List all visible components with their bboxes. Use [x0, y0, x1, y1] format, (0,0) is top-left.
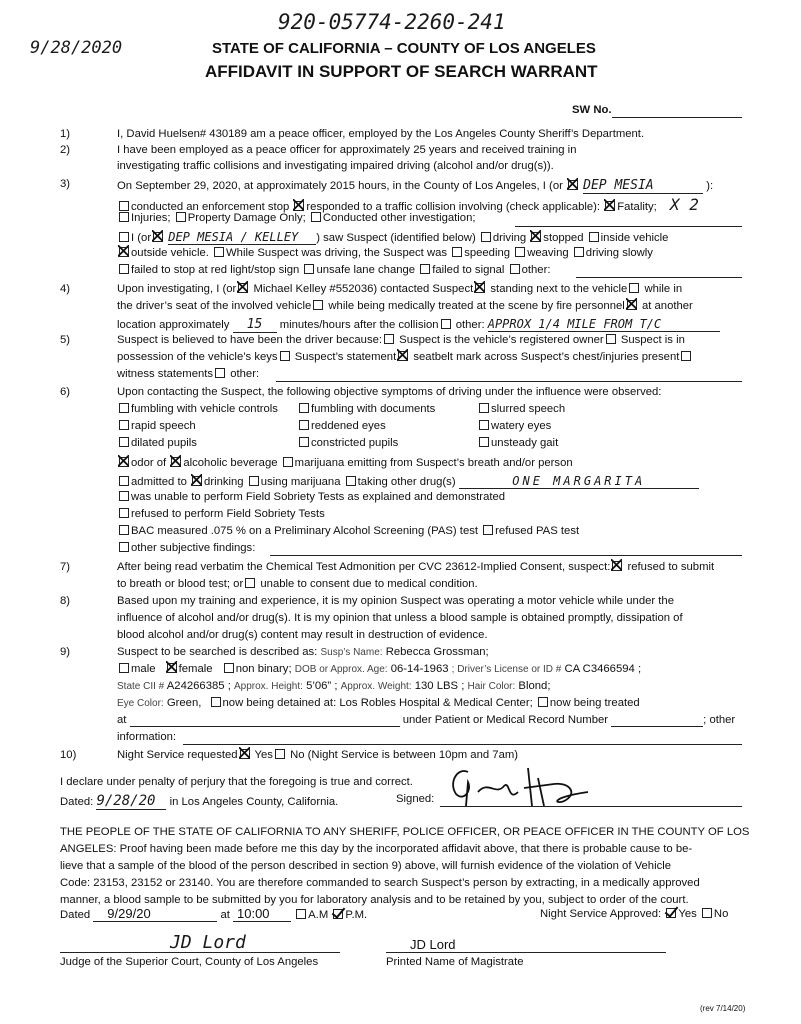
label: Dated — [60, 909, 91, 921]
male-checkbox[interactable] — [119, 663, 129, 673]
label: speeding — [464, 247, 511, 259]
symptom-checkbox[interactable] — [299, 420, 309, 430]
refused-test-checkbox[interactable] — [612, 561, 622, 571]
record-number-field[interactable] — [611, 714, 703, 727]
another-location-checkbox[interactable] — [627, 300, 637, 310]
section-8-line3: blood alcohol and/or drug(s) content may result in destruction of evidence. — [117, 629, 488, 641]
section-3-line6 — [117, 264, 550, 276]
sw-number-field[interactable] — [612, 117, 742, 118]
section-2-line1: I have been employed as a peace officer for approximately 25 years and received training in — [117, 144, 577, 156]
admitted-line — [117, 474, 699, 489]
label: constricted pupils — [311, 437, 399, 449]
treated-at-field[interactable] — [130, 714, 400, 727]
admitted-checkbox[interactable] — [119, 476, 129, 486]
label: marijuana emitting from Suspect’s breath and/or person — [294, 457, 573, 469]
label: After being read verbatim the Chemical Test Admonition per CVC 23612-Implied Consent, suspect: — [117, 561, 611, 573]
label: minutes/hours after the collision — [279, 319, 439, 331]
height-value: 5’06” ; — [306, 680, 338, 692]
odor-checkbox[interactable] — [119, 457, 129, 467]
label: now being treated — [549, 697, 640, 709]
section-1-text: I, David Huelsen# 430189 am a peace officer, employed by the Los Angeles County Sheriff’s Department. — [117, 128, 645, 140]
symptom-row — [297, 403, 435, 415]
section-8-line1: Based upon my training and experience, it is my opinion Suspect was operating a motor vehicle while under the — [117, 595, 675, 607]
order-time[interactable]: 10:00 — [233, 906, 291, 922]
label: in Los Angeles County, California. — [169, 796, 339, 808]
injuries-checkbox[interactable] — [119, 212, 129, 222]
label: Conducted other investigation; — [322, 212, 476, 224]
section-4-line2 — [117, 300, 693, 312]
label: while in — [644, 283, 683, 295]
symptom-checkbox[interactable] — [299, 437, 309, 447]
label: inside vehicle — [600, 232, 669, 244]
label: Suspect to be searched is described as: — [117, 646, 318, 658]
label: Dated: — [60, 796, 94, 808]
label: failed to stop at red light/stop sign — [131, 264, 300, 276]
outside-vehicle-checkbox[interactable] — [119, 247, 129, 257]
label: rapid speech — [131, 420, 196, 432]
label: other: — [455, 319, 485, 331]
state-county: STATE OF CALIFORNIA – COUNTY OF LOS ANGELES — [212, 40, 596, 57]
symptom-row — [477, 420, 551, 432]
s3-text: On September 29, 2020, at approximately 2015 hours, in the County of Los Angeles, I (or — [117, 180, 563, 192]
section-5-line3 — [117, 368, 259, 380]
section-number: 10) — [60, 749, 77, 761]
magistrate-line[interactable] — [386, 952, 666, 953]
label: slurred speech — [491, 403, 566, 415]
while-driving-checkbox[interactable] — [214, 247, 224, 257]
label: Suspect is in — [620, 334, 685, 346]
label: reddened eyes — [311, 420, 386, 432]
label: watery eyes — [491, 420, 552, 432]
label: odor of — [131, 457, 167, 469]
judge-signature-line[interactable] — [60, 952, 340, 953]
label: other: — [521, 264, 551, 276]
detained-checkbox[interactable] — [211, 697, 221, 707]
section-number: 9) — [60, 646, 71, 658]
section-5-line1 — [117, 334, 685, 346]
red-light-checkbox[interactable] — [119, 264, 129, 274]
fatality-count: X 2 — [669, 195, 699, 214]
label: Suspect is the vehicle’s registered owner — [399, 334, 604, 346]
section-7-line1 — [117, 561, 714, 573]
other-drugs-checkbox[interactable] — [346, 476, 356, 486]
section-3-line4 — [117, 230, 668, 245]
refused-fst-checkbox[interactable] — [119, 508, 129, 518]
label: conducted an enforcement stop — [131, 201, 290, 213]
section-number: 4) — [60, 283, 71, 295]
label: Night Service Approved: — [540, 908, 662, 920]
failed-signal-checkbox[interactable] — [420, 264, 430, 274]
section-9-line2 — [117, 663, 641, 675]
refused-pas-checkbox[interactable] — [483, 525, 493, 535]
marijuana-use-checkbox[interactable] — [249, 476, 259, 486]
symptom-row — [477, 403, 565, 415]
symptom-row — [477, 437, 558, 449]
minutes-field[interactable]: 15 — [233, 317, 277, 333]
symptom-row — [297, 437, 398, 449]
suspect-name: Rebecca Grossman; — [385, 646, 489, 658]
label: Yes — [254, 749, 273, 761]
label: unable to consent due to medical condition. — [260, 578, 478, 590]
label: failed to signal — [432, 264, 505, 276]
inside-vehicle-checkbox[interactable] — [589, 232, 599, 242]
judge-label: Judge of the Superior Court, County of Los Angeles — [60, 956, 319, 968]
label: fumbling with vehicle controls — [131, 403, 278, 415]
section-number: 6) — [60, 386, 71, 398]
revision: (rev 7/14/20) — [700, 1004, 746, 1013]
witness-checkbox[interactable] — [215, 368, 225, 378]
section-4-line1 — [117, 283, 682, 295]
marijuana-checkbox[interactable] — [283, 457, 293, 467]
officer-signature — [438, 762, 608, 812]
standing-checkbox[interactable] — [475, 283, 485, 293]
label: Suspect’s statement — [294, 351, 397, 363]
other-investigation-checkbox[interactable] — [311, 212, 321, 222]
label: I (or — [131, 232, 152, 244]
eye-value: Green, — [166, 697, 202, 709]
label: P.M. — [345, 909, 368, 921]
label: ; Driver’s License or ID # — [451, 664, 562, 675]
label: weaving — [527, 247, 569, 259]
label: Approx. Height: — [233, 681, 303, 692]
order-date[interactable]: 9/29/20 — [93, 906, 217, 922]
section-7-line2 — [117, 578, 478, 590]
magistrate-label: Printed Name of Magistrate — [386, 956, 524, 968]
symptom-row — [297, 420, 386, 432]
section-number: 3) — [60, 178, 71, 190]
speeding-checkbox[interactable] — [452, 247, 462, 257]
female-checkbox[interactable] — [167, 663, 177, 673]
treated-checkbox[interactable] — [538, 697, 548, 707]
label: at — [220, 909, 230, 921]
handwritten-date: 9/28/2020 — [30, 38, 123, 58]
label: Injuries; — [131, 212, 171, 224]
night-approved-line — [540, 908, 728, 920]
cii-value: A24266385 ; — [166, 680, 231, 692]
symptom-row — [117, 420, 196, 432]
section-3-line3 — [117, 212, 476, 224]
label: unsafe lane change — [316, 264, 416, 276]
drinking-checkbox[interactable] — [192, 476, 202, 486]
label: now being detained at: — [222, 697, 337, 709]
section-4-line3 — [117, 317, 720, 333]
label: fumbling with documents — [311, 403, 436, 415]
section-3-line1 — [117, 178, 713, 194]
label: Approx. Weight: — [340, 681, 412, 692]
night-yes-checkbox[interactable] — [240, 749, 250, 759]
section-10-line — [117, 749, 518, 761]
section-2-line2: investigating traffic collisions and investigating impaired driving (alcohol and/or drug(s)). — [117, 160, 554, 172]
unable-consent-checkbox[interactable] — [245, 578, 255, 588]
weaving-checkbox[interactable] — [515, 247, 525, 257]
stopped-checkbox[interactable] — [531, 232, 541, 242]
declaration-date[interactable]: 9/28/20 — [96, 793, 166, 810]
other-checkbox[interactable] — [441, 319, 451, 329]
symptom-checkbox[interactable] — [479, 420, 489, 430]
page-title: AFFIDAVIT IN SUPPORT OF SEARCH WARRANT — [205, 62, 598, 81]
am-checkbox[interactable] — [296, 909, 306, 919]
fatality-checkbox[interactable] — [605, 201, 615, 211]
seatbelt-checkbox[interactable] — [398, 351, 408, 361]
other-investigation-field[interactable] — [515, 226, 742, 227]
section-9-line1 — [117, 646, 489, 658]
label: Property Damage Only; — [187, 212, 306, 224]
owner-checkbox[interactable] — [384, 334, 394, 344]
pm-checkbox[interactable] — [333, 909, 343, 919]
label: female — [178, 663, 213, 675]
information-field[interactable] — [183, 744, 742, 745]
refused-fst-line — [117, 508, 325, 520]
label: under Patient or Medical Record Number — [402, 714, 609, 726]
label: While Suspect was driving, the Suspect was — [226, 247, 448, 259]
order-line1: THE PEOPLE OF THE STATE OF CALIFORNIA TO ANY SHERIFF, POLICE OFFICER, OR PEACE OFFICER IN THE COUNTY OF LOS — [60, 826, 750, 838]
section-5-line2 — [117, 351, 693, 363]
symptom-checkbox[interactable] — [479, 437, 489, 447]
enforcement-stop-checkbox[interactable] — [119, 201, 129, 211]
label: refused to submit — [627, 561, 715, 573]
statement-checkbox[interactable] — [280, 351, 290, 361]
symptom-row — [117, 437, 197, 449]
officers-hand[interactable]: DEP MESIA / KELLEY — [168, 230, 316, 245]
label: Susp’s Name: — [320, 647, 383, 658]
section-number: 1) — [60, 128, 71, 140]
label: witness statements — [117, 368, 214, 380]
driving-checkbox[interactable] — [481, 232, 491, 242]
dob-value: 06-14-1963 — [390, 663, 449, 675]
label: information: — [117, 731, 177, 743]
label: Night Service requested — [117, 749, 238, 761]
symptom-checkbox[interactable] — [119, 403, 129, 413]
label: at — [117, 714, 127, 726]
section-6-intro: Upon contacting the Suspect, the following objective symptoms of driving under the influence were observed: — [117, 386, 662, 398]
night-approved-yes[interactable] — [666, 908, 676, 918]
label: unsteady gait — [491, 437, 559, 449]
order-line3: lieve that a sample of the blood of the person described in section 9) above, will furnish evidence of the violation of Vehicle — [60, 860, 672, 872]
label: driving — [492, 232, 527, 244]
label: seatbelt mark across Suspect’s chest/injuries present — [413, 351, 680, 363]
label: at another — [641, 300, 693, 312]
symptom-checkbox[interactable] — [479, 403, 489, 413]
night-no-checkbox[interactable] — [275, 749, 285, 759]
label: ; other — [703, 714, 736, 726]
other-field[interactable] — [576, 277, 742, 278]
order-date-line — [60, 906, 367, 922]
case-number: 920-05774-2260-241 — [278, 10, 506, 34]
bac-line — [117, 525, 579, 537]
other-officer-checkbox[interactable] — [153, 232, 163, 242]
label: outside vehicle. — [131, 247, 209, 259]
label: stopped — [543, 232, 584, 244]
label: Suspect is believed to have been the driver because: — [117, 334, 383, 346]
symptom-checkbox[interactable] — [119, 420, 129, 430]
self-checkbox[interactable] — [119, 232, 129, 242]
label: drinking — [204, 476, 244, 488]
nonbinary-checkbox[interactable] — [224, 663, 234, 673]
other-field[interactable] — [276, 381, 742, 382]
section-8-line2: influence of alcohol and/or drug(s). It is my opinion that unless a blood sample is obtained promptly, dissipation of — [117, 612, 683, 624]
label: other subjective findings: — [131, 542, 256, 554]
section-number: 2) — [60, 144, 71, 156]
injuries-present-checkbox[interactable] — [681, 351, 691, 361]
label: taking other drug(s) — [357, 476, 456, 488]
label: A.M — [308, 909, 329, 921]
other-checkbox[interactable] — [510, 264, 520, 274]
label: alcoholic beverage — [183, 457, 278, 469]
section-number: 7) — [60, 561, 71, 573]
magistrate-name: JD Lord — [410, 937, 456, 952]
symptom-checkbox[interactable] — [299, 403, 309, 413]
officer-checkbox[interactable] — [568, 180, 578, 190]
section-number: 5) — [60, 334, 71, 346]
night-approved-no[interactable] — [702, 908, 712, 918]
bac-checkbox[interactable] — [119, 525, 129, 535]
alcohol-checkbox[interactable] — [171, 457, 181, 467]
in-seat-checkbox[interactable] — [629, 283, 639, 293]
drinks-field[interactable]: ONE MARGARITA — [459, 474, 699, 489]
symptom-checkbox[interactable] — [119, 437, 129, 447]
weight-value: 130 LBS ; — [414, 680, 465, 692]
other-subjective-line — [117, 542, 255, 554]
label: State CII # — [117, 681, 165, 692]
label: No — [713, 908, 729, 920]
label: possession of the vehicle’s keys — [117, 351, 278, 363]
hair-value: Blond; — [518, 680, 551, 692]
label: Yes — [678, 908, 697, 920]
label: non binary; — [235, 663, 292, 675]
other-subjective-field[interactable] — [270, 555, 742, 556]
order-line2: ANGELES: Proof having been made before me this day by the incorporated affidavit above, that there is probable cause to be- — [60, 843, 693, 855]
symptom-row — [117, 403, 278, 415]
declaration: I declare under penalty of perjury that the foregoing is true and correct. — [60, 776, 413, 788]
label: Eye Color: — [117, 698, 164, 709]
label: refused to perform Field Sobriety Tests — [131, 508, 325, 520]
signed-label: Signed: — [396, 793, 435, 805]
section-number: 8) — [60, 595, 71, 607]
label: ) saw Suspect (identified below) — [316, 232, 476, 244]
label: BAC measured .075 % on a Preliminary Alcohol Screening (PAS) test — [131, 525, 479, 537]
label: to breath or blood test; or — [117, 578, 244, 590]
property-damage-checkbox[interactable] — [176, 212, 186, 222]
fst-line — [117, 491, 505, 503]
section-3-line5 — [117, 247, 653, 259]
officer-name[interactable]: DEP MESIA — [583, 178, 703, 194]
license-value: CA C3466594 ; — [564, 663, 642, 675]
label: the driver’s seat of the involved vehicle — [117, 300, 312, 312]
label: dilated pupils — [131, 437, 197, 449]
section-9-line4 — [117, 697, 640, 709]
label: responded to a traffic collision involving (check applicable): — [306, 201, 601, 213]
label: No (Night Service is between 10pm and 7am) — [290, 749, 519, 761]
judge-signature: JD Lord — [170, 932, 246, 953]
order-line5: manner, a blood sample to be submitted by you for laboratory analysis and to be retained by you, subject to order of the court. — [60, 894, 689, 906]
label: Hair Color: — [467, 681, 516, 692]
label: was unable to perform Field Sobriety Tests as explained and demonstrated — [131, 491, 506, 503]
other-location-field[interactable]: APPROX 1/4 MILE FROM T/C — [488, 317, 720, 332]
order-line4: Code: 23153, 23152 or 23140. You are therefore commanded to search Suspect’s person by extracting, in a medically approved — [60, 877, 700, 889]
label: location approximately — [117, 319, 230, 331]
label: standing next to the vehicle — [490, 283, 628, 295]
label: while being medically treated at the scene by fire personnel — [328, 300, 625, 312]
odor-line — [117, 457, 573, 469]
label: driving slowly — [585, 247, 653, 259]
section-9-line6 — [117, 731, 176, 743]
label: using marijuana — [260, 476, 341, 488]
keys-checkbox[interactable] — [606, 334, 616, 344]
label: refused PAS test — [495, 525, 580, 537]
s3-end: ): — [706, 180, 714, 192]
driving-slowly-checkbox[interactable] — [574, 247, 584, 257]
traffic-collision-checkbox[interactable] — [294, 201, 304, 211]
label: admitted to — [131, 476, 187, 488]
other-subjective-checkbox[interactable] — [119, 542, 129, 552]
label: Upon investigating, I (or — [117, 283, 237, 295]
section-9-line3 — [117, 680, 550, 692]
section-9-line5 — [117, 714, 735, 727]
declaration-date-line — [60, 793, 338, 810]
medical-checkbox[interactable] — [313, 300, 323, 310]
label: other: — [230, 368, 260, 380]
unsafe-lane-checkbox[interactable] — [304, 264, 314, 274]
label: DOB or Approx. Age: — [294, 664, 388, 675]
label: Michael Kelley #552036) contacted Suspect — [253, 283, 474, 295]
sw-label: SW No. — [572, 104, 612, 116]
other-officer-checkbox[interactable] — [238, 283, 248, 293]
hospital-value: Los Robles Hospital & Medical Center; — [339, 697, 533, 709]
label: male — [131, 663, 156, 675]
fst-checkbox[interactable] — [119, 491, 129, 501]
label: Fatality; — [617, 201, 657, 213]
